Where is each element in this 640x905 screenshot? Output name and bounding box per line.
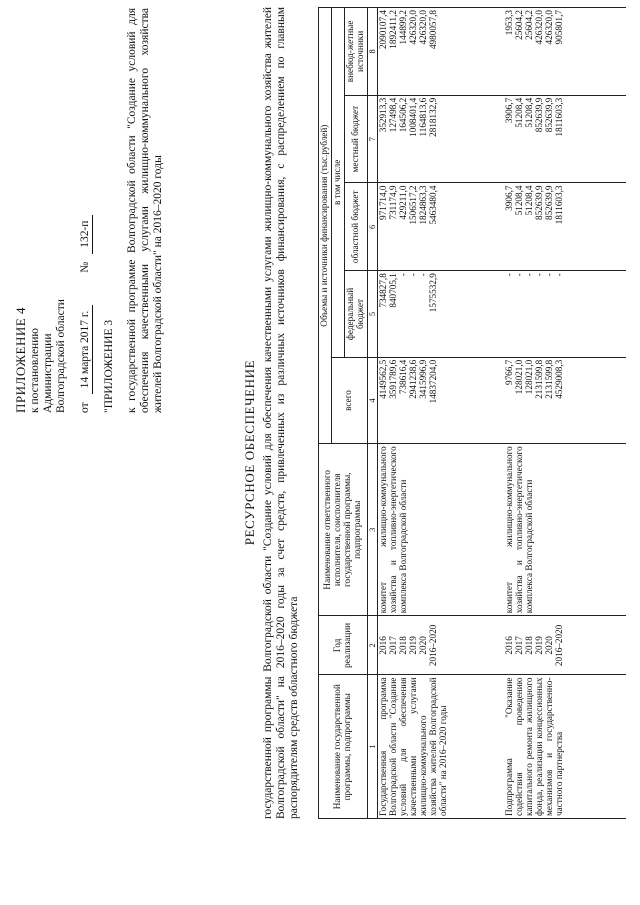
years: 2016 2017 2018 2019 2020 2016–2020 (377, 616, 496, 675)
executor: комитет жилищно-коммунального хозяйства и топливно-энергетического комплекса Волгоградской области (377, 444, 496, 616)
col-header-executor: Наименование ответственного исполнителя, соисполнителя государственной программы, подпрограммы (319, 444, 368, 616)
col-index: 7 (367, 95, 377, 183)
local-values: 352913,3 127498,4 164506,2 1008401,4 1164813,6 2818132,9 (377, 95, 496, 183)
col-index: 4 (367, 357, 377, 444)
number-prefix: № (78, 261, 91, 273)
resolution-line: Волгоградской области (55, 299, 68, 413)
col-header-local: местный бюджет (344, 95, 367, 183)
date-prefix: от (78, 402, 91, 413)
date-value: 14 марта 2017 г. (79, 305, 93, 395)
col-header-extra: внебюд-жетные источники (344, 8, 367, 96)
appendix3-title: "ПРИЛОЖЕНИЕ 3 (102, 319, 115, 413)
resolution-line: к постановлению (28, 328, 41, 413)
program-name: Подпрограмма "Оказание содействия проведению капитального ремонта жилищного фонда, реализации концессионных механизмов и государственно-частного партнерства (504, 675, 626, 819)
col-index: 5 (367, 271, 377, 358)
regional-values: 3906,7 51208,4 51208,4 852639,9 852639,9 1811603,3 (504, 183, 626, 271)
col-index: 2 (367, 616, 377, 675)
header-block (14, 8, 166, 413)
col-index: 8 (367, 8, 377, 96)
program-name: Государственная программа Волгоградской области "Создание условий для обеспечения качественными услугами жилищно-коммунального хозяйства жителей Волгоградской области" на 2016–2020 годы (377, 675, 496, 819)
regional-values: 971714,0 731174,9 429211,0 1506517,2 1824863,3 5463480,4 (377, 183, 496, 271)
executor: комитет жилищно-коммунального хозяйства и топливно-энергетического комплекса Волгоградской области (504, 444, 626, 616)
resource-table (318, 7, 626, 819)
table-row (377, 8, 496, 819)
table-row (504, 8, 626, 819)
col-index: 6 (367, 183, 377, 271)
total-values: 4149562,5 3591789,6 738616,4 2941238,6 3415996,9 14837204,0 (377, 357, 496, 444)
program-reference: к государственной программе Волгоградской области "Создание условий для обеспечения качественными услугами жилищно-коммунального хозяйства жителей Волгоградской области" на 2016–2020 годы (126, 8, 165, 413)
page-subtitle: государственной программы Волгоградской области "Создание условий для обеспечения качественными услугами жилищно-коммунального хозяйства жителей Волгоградской области" на 2016–2020 годы за счет средств, привлеченных из различных источников финансирования, с распределением по главным распорядителям средств областного бюджета (262, 7, 300, 819)
col-index: 3 (367, 444, 377, 616)
page-title: РЕСУРСНОЕ ОБЕСПЕЧЕНИЕ (242, 359, 257, 546)
col-header-volumes: Объемы и источники финансирования (тыс.рублей) (319, 8, 332, 444)
col-header-regional: областной бюджет (344, 183, 367, 271)
col-header-program: Наименование государственной программы, подпрограммы (319, 675, 368, 819)
extra-values: 1953,3 25604,2 25604,2 426320,0 426320,0 905801,7 (504, 8, 626, 96)
col-index: 1 (367, 675, 377, 819)
total-values: 9766,7 128021,0 128021,0 2131599,8 2131599,8 4529008,3 (504, 357, 626, 444)
local-values: 3906,7 51208,4 51208,4 852639,9 852639,9 1811603,3 (504, 95, 626, 183)
col-header-total: всего (331, 357, 367, 444)
col-header-federal: федеральный бюджет (344, 271, 367, 358)
col-header-including: в том числе (331, 8, 344, 358)
extra-values: 2090107,4 1892411,2 144899,2 426320,0 426320,0 4980057,8 (377, 8, 496, 96)
years: 2016 2017 2018 2019 2020 2016–2020 (504, 616, 626, 675)
number-value: 132-п (79, 215, 93, 254)
resolution-line: Администрации (42, 333, 55, 413)
appendix-title: ПРИЛОЖЕНИЕ 4 (13, 307, 28, 413)
federal-values: 734827,8 840705,1 - - - 1575532,9 (377, 271, 496, 358)
date-line (79, 8, 93, 413)
col-header-year: Год реализации (319, 616, 368, 675)
federal-values: - - - - - - (504, 271, 626, 358)
